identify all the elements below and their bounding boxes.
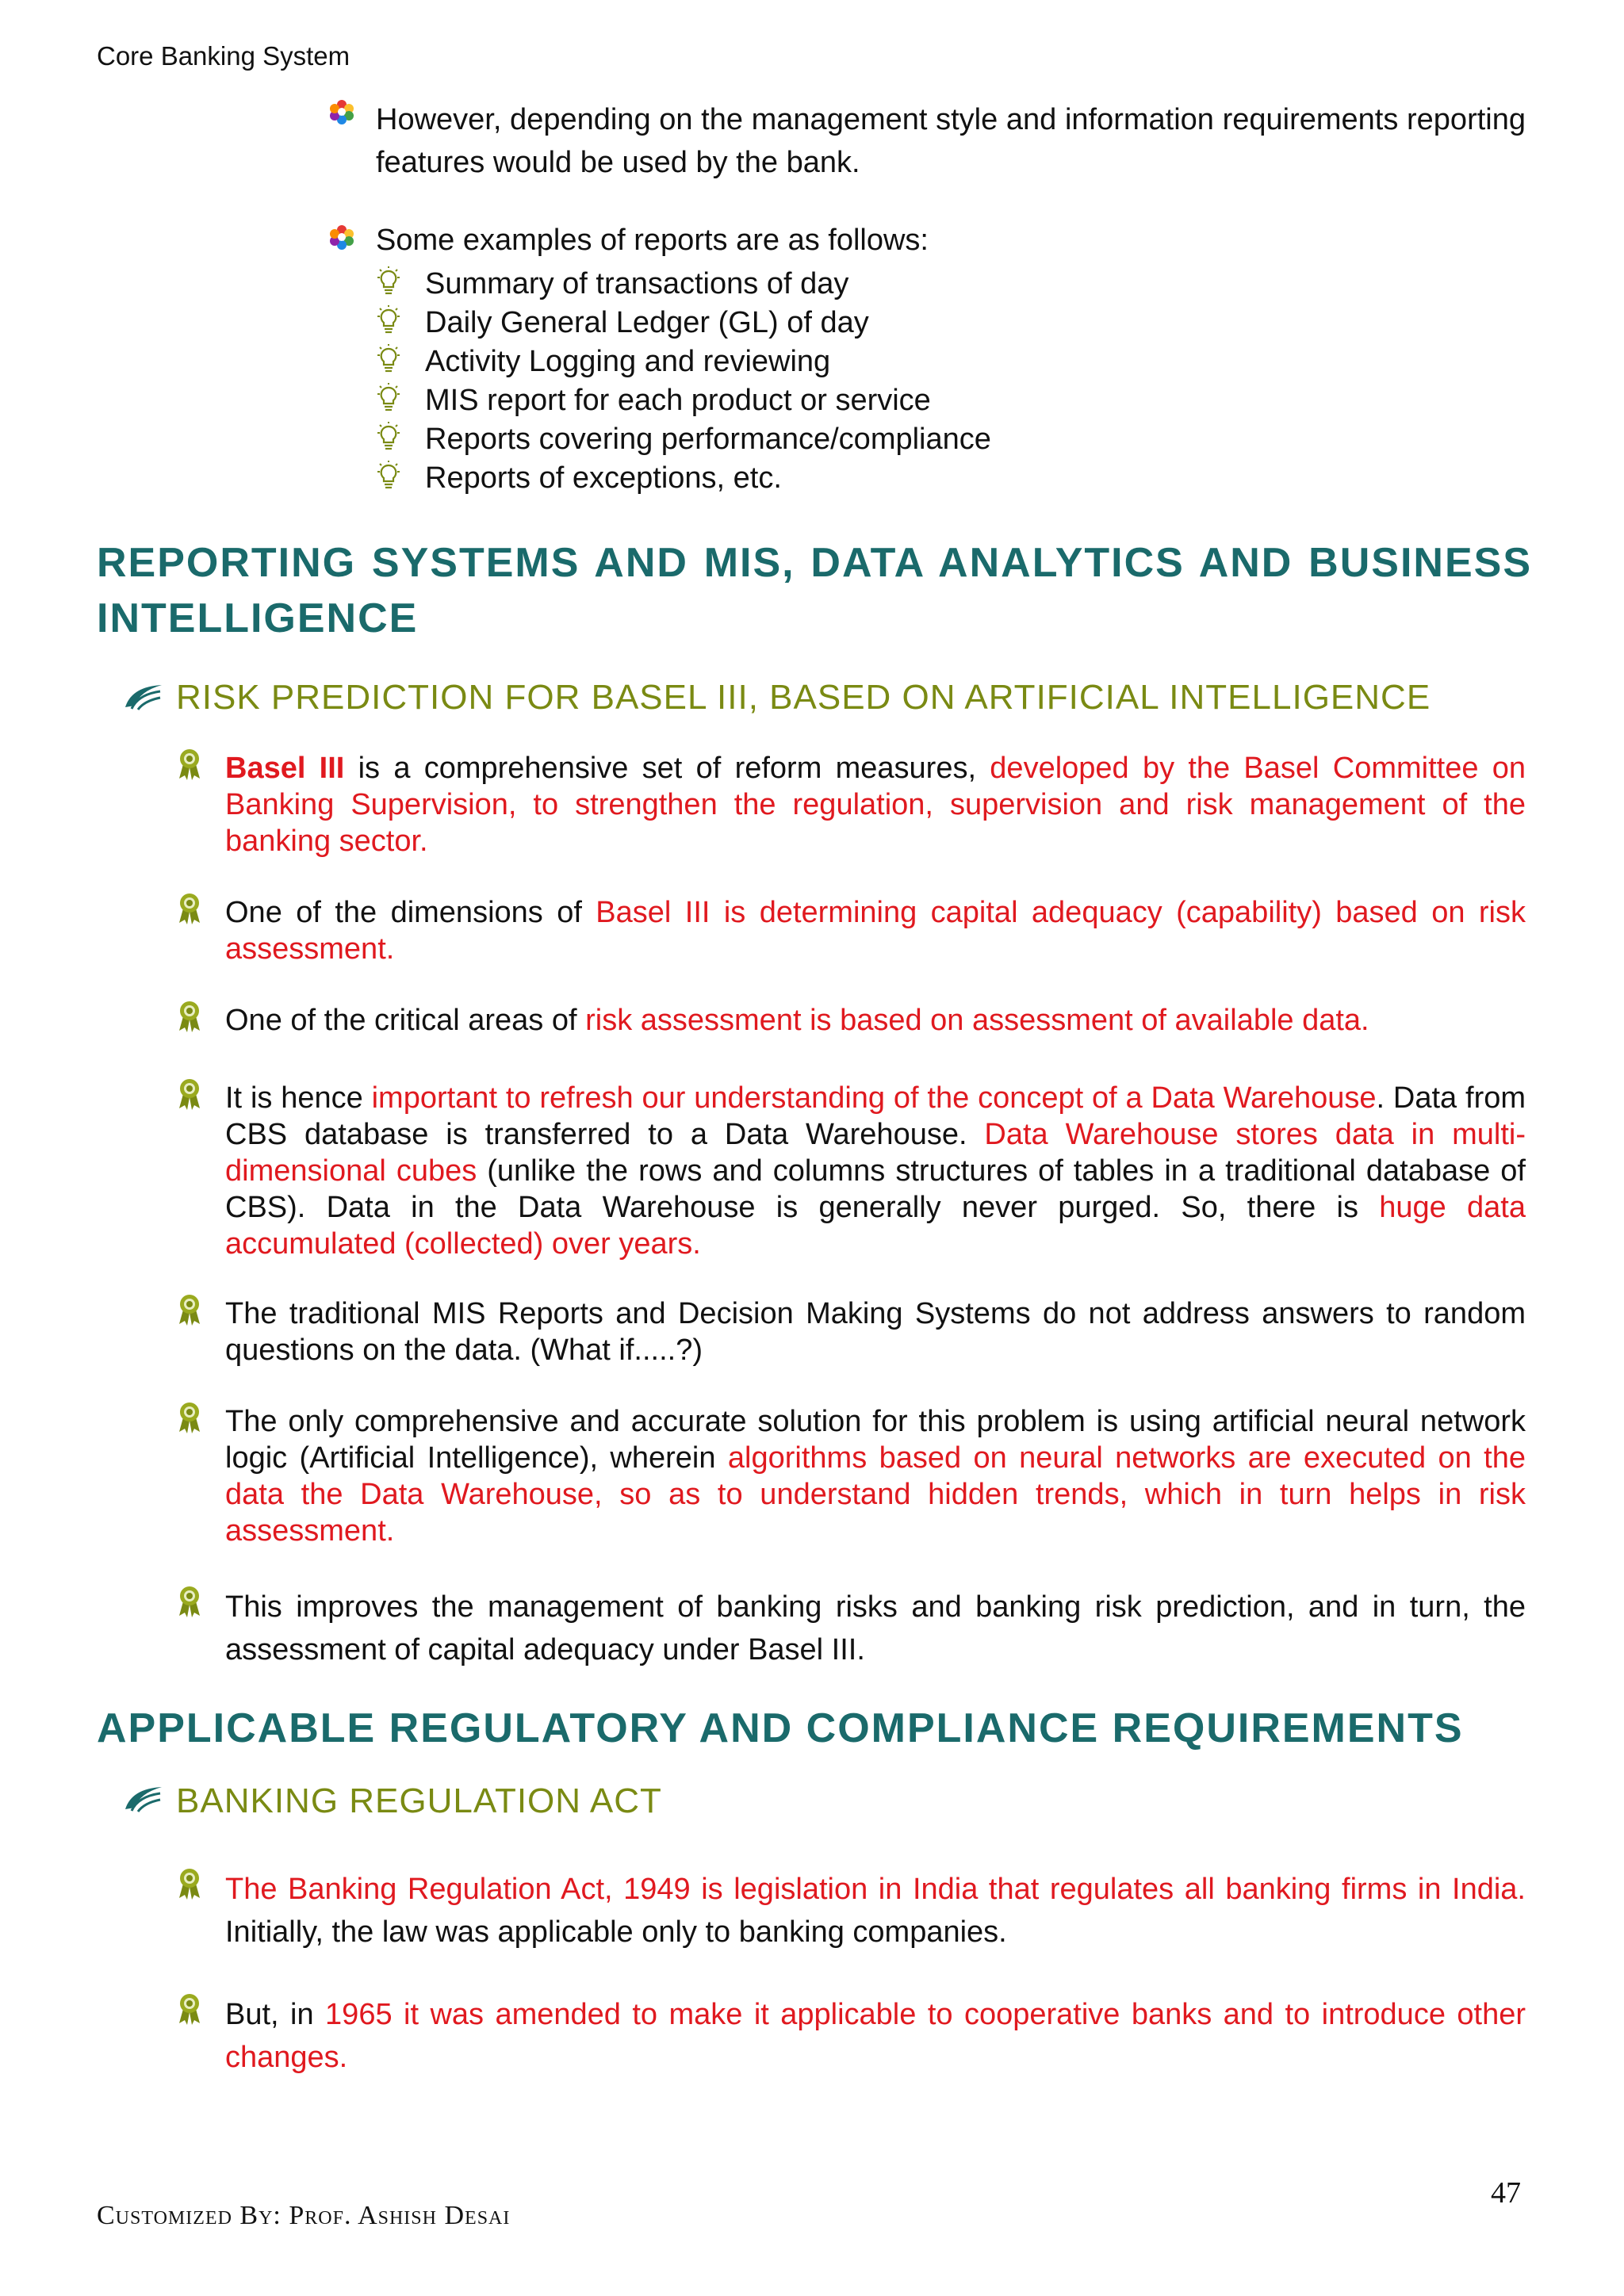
award-ribbon-icon [176, 748, 203, 780]
list-item: MIS report for each product or service [425, 384, 931, 417]
lightbulb-icon [376, 422, 401, 453]
paragraph [225, 1080, 1526, 1262]
paragraph [225, 1868, 1526, 1954]
text-run: Initially, the law was applicable only to banking companies. [225, 1915, 1007, 1949]
award-ribbon-icon [176, 1586, 203, 1617]
highlight-run: developed by the Basel Committee on Banking Supervision, to strengthen the regulation, supervision and risk management of the banking sector. [225, 752, 1526, 858]
text-run: One of the critical areas of [225, 1004, 586, 1037]
text-run: The only comprehensive and accurate solution for this problem is using artificial neural network logic (Artificial Intelligence), wherein [225, 1405, 1526, 1475]
highlight-run: huge data accumulated (collected) over years. [225, 1191, 1526, 1261]
list-item: Daily General Ledger (GL) of day [425, 306, 869, 339]
highlight-run: Basel III is determining capital adequacy (capability) based on risk assessment. [225, 896, 1526, 966]
lightbulb-icon [376, 461, 401, 492]
lightbulb-icon [376, 305, 401, 337]
paragraph [225, 750, 1526, 859]
paragraph [225, 1993, 1526, 2079]
section-heading: REPORTING SYSTEMS AND MIS, DATA ANALYTICS AND BUSINESS [97, 540, 1532, 586]
highlight-run: important to refresh our understanding of the concept of a Data Warehouse [371, 1081, 1377, 1115]
swoosh-icon [124, 1785, 165, 1812]
swoosh-icon [124, 683, 165, 710]
award-ribbon-icon [176, 1294, 203, 1326]
paragraph [225, 894, 1526, 967]
text-run: It is hence [225, 1081, 372, 1115]
text-run: (unlike the rows and columns structures of tables in a traditional database of CBS). Data in the Data Warehouse is generally never purged. So, there is [225, 1154, 1526, 1224]
text-run: is a comprehensive set of reform measures, [344, 752, 990, 785]
highlight-run: 1965 it was amended to make it applicable to cooperative banks and to introduce other changes. [225, 1998, 1526, 2074]
list-item: Reports covering performance/compliance [425, 423, 991, 456]
lightbulb-icon [376, 383, 401, 415]
paragraph: However, depending on the management style and information requirements reporting features would be used by the bank. [376, 103, 1526, 179]
running-header: Core Banking System [97, 41, 350, 71]
flower-bullet-icon [328, 98, 355, 125]
paragraph [225, 1002, 1526, 1039]
list-item: Activity Logging and reviewing [425, 345, 831, 378]
award-ribbon-icon [176, 1001, 203, 1032]
paragraph: Some examples of reports are as follows: [376, 224, 929, 257]
paragraph [225, 1403, 1526, 1549]
list-item: Reports of exceptions, etc. [425, 461, 782, 495]
footer-credit: Customized By: Prof. Ashish Desai [97, 2201, 511, 2230]
award-ribbon-icon [176, 893, 203, 924]
term: Basel III [225, 752, 345, 785]
highlight-run: algorithms based on neural networks are executed on the data the Data Warehouse, so as to understand hidden trends, which in turn helps in risk assessment. [225, 1441, 1526, 1548]
highlight-run: Data Warehouse stores data in multi-dimensional cubes [225, 1118, 1526, 1188]
text-run: . Data from CBS database is transferred to a Data Warehouse. [225, 1081, 1526, 1151]
text-run: One of the dimensions of [225, 896, 596, 929]
text-run: But, in [225, 1998, 326, 2031]
award-ribbon-icon [176, 1078, 203, 1110]
page-number: 47 [1491, 2176, 1521, 2210]
lightbulb-icon [376, 266, 401, 298]
section-heading-continued: INTELLIGENCE [97, 595, 419, 641]
subsection-heading: BANKING REGULATION ACT [176, 1781, 662, 1820]
list-item: Summary of transactions of day [425, 267, 849, 300]
award-ribbon-icon [176, 1402, 203, 1433]
subsection-heading: RISK PREDICTION FOR BASEL III, BASED ON ARTIFICIAL INTELLIGENCE [176, 678, 1431, 717]
paragraph: This improves the management of banking risks and banking risk prediction, and in turn, the assessment of capital adequacy under Basel III. [225, 1590, 1526, 1667]
highlight-run: risk assessment is based on assessment of available data. [585, 1004, 1369, 1037]
highlight-run: The Banking Regulation Act, 1949 is legislation in India that regulates all banking firms in India. [225, 1873, 1526, 1906]
paragraph: The traditional MIS Reports and Decision Making Systems do not address answers to random questions on the data. (What if.....?) [225, 1297, 1526, 1367]
lightbulb-icon [376, 344, 401, 376]
award-ribbon-icon [176, 1868, 203, 1900]
section-heading: APPLICABLE REGULATORY AND COMPLIANCE REQUIREMENTS [97, 1705, 1464, 1751]
award-ribbon-icon [176, 1993, 203, 2025]
flower-bullet-icon [328, 224, 355, 251]
